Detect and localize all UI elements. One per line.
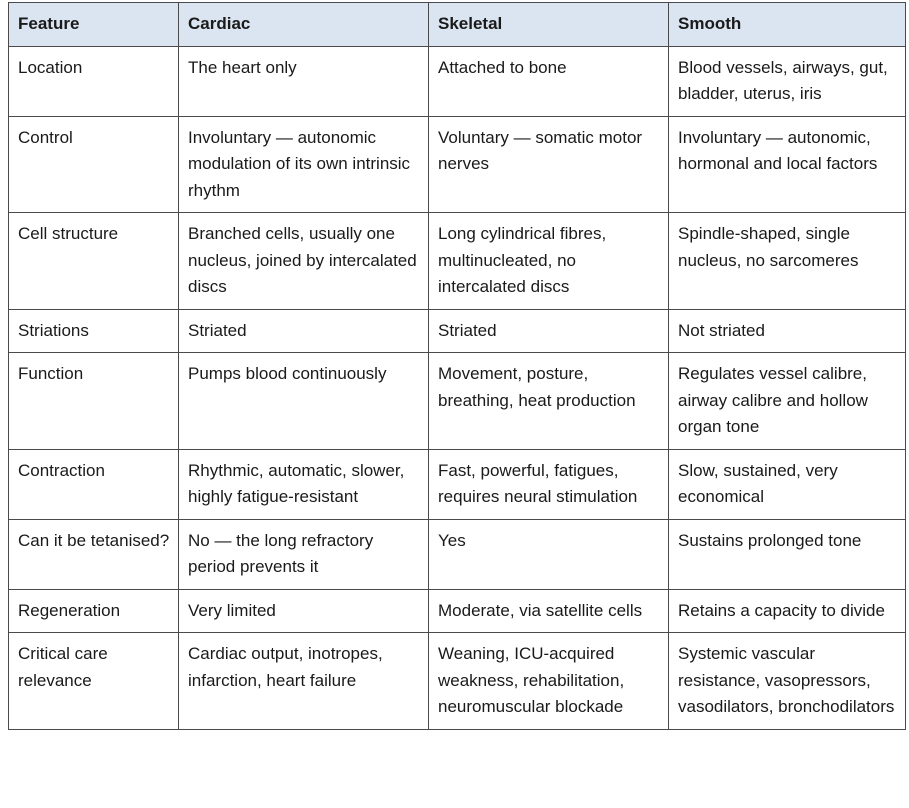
- table-row: [9, 589, 906, 633]
- cardiac-cell: Involuntary — autonomic modulation of its own intrinsic rhythm: [179, 116, 429, 213]
- skeletal-cell: Moderate, via satellite cells: [429, 589, 669, 633]
- skeletal-cell: Movement, posture, breathing, heat production: [429, 353, 669, 450]
- row-label: Can it be tetanised?: [9, 519, 179, 589]
- smooth-cell: Regulates vessel calibre, airway calibre and hollow organ tone: [669, 353, 906, 450]
- table-row: [9, 449, 906, 519]
- row-label: Control: [9, 116, 179, 213]
- skeletal-cell: Long cylindrical fibres, multinucleated, no intercalated discs: [429, 213, 669, 310]
- row-label: Cell structure: [9, 213, 179, 310]
- cardiac-cell: Cardiac output, inotropes, infarction, heart failure: [179, 633, 429, 730]
- column-header-smooth: Smooth: [669, 3, 906, 47]
- skeletal-cell: Fast, powerful, fatigues, requires neural stimulation: [429, 449, 669, 519]
- row-label: Function: [9, 353, 179, 450]
- skeletal-cell: Striated: [429, 309, 669, 353]
- cardiac-cell: Pumps blood continuously: [179, 353, 429, 450]
- smooth-cell: Retains a capacity to divide: [669, 589, 906, 633]
- row-label: Contraction: [9, 449, 179, 519]
- column-header-cardiac: Cardiac: [179, 3, 429, 47]
- table-body: [9, 46, 906, 729]
- smooth-cell: Involuntary — autonomic, hormonal and local factors: [669, 116, 906, 213]
- row-label: Striations: [9, 309, 179, 353]
- skeletal-cell: Yes: [429, 519, 669, 589]
- smooth-cell: Slow, sustained, very economical: [669, 449, 906, 519]
- smooth-cell: Sustains prolonged tone: [669, 519, 906, 589]
- row-label: Regeneration: [9, 589, 179, 633]
- cardiac-cell: Branched cells, usually one nucleus, joined by intercalated discs: [179, 213, 429, 310]
- table-row: [9, 353, 906, 450]
- skeletal-cell: Attached to bone: [429, 46, 669, 116]
- table-row: [9, 213, 906, 310]
- row-label: Location: [9, 46, 179, 116]
- muscle-comparison-table: [8, 2, 906, 730]
- smooth-cell: Blood vessels, airways, gut, bladder, uterus, iris: [669, 46, 906, 116]
- cardiac-cell: The heart only: [179, 46, 429, 116]
- table-header: [9, 3, 906, 47]
- table-row: [9, 116, 906, 213]
- cardiac-cell: Rhythmic, automatic, slower, highly fatigue-resistant: [179, 449, 429, 519]
- table-row: [9, 519, 906, 589]
- table-row: [9, 309, 906, 353]
- column-header-skeletal: Skeletal: [429, 3, 669, 47]
- table-row: [9, 633, 906, 730]
- column-header-feature: Feature: [9, 3, 179, 47]
- cardiac-cell: No — the long refractory period prevents it: [179, 519, 429, 589]
- header-row: [9, 3, 906, 47]
- smooth-cell: Systemic vascular resistance, vasopressors, vasodilators, bronchodilators: [669, 633, 906, 730]
- smooth-cell: Not striated: [669, 309, 906, 353]
- row-label: Critical care relevance: [9, 633, 179, 730]
- skeletal-cell: Weaning, ICU-acquired weakness, rehabilitation, neuromuscular blockade: [429, 633, 669, 730]
- smooth-cell: Spindle-shaped, single nucleus, no sarcomeres: [669, 213, 906, 310]
- table-row: [9, 46, 906, 116]
- cardiac-cell: Striated: [179, 309, 429, 353]
- cardiac-cell: Very limited: [179, 589, 429, 633]
- skeletal-cell: Voluntary — somatic motor nerves: [429, 116, 669, 213]
